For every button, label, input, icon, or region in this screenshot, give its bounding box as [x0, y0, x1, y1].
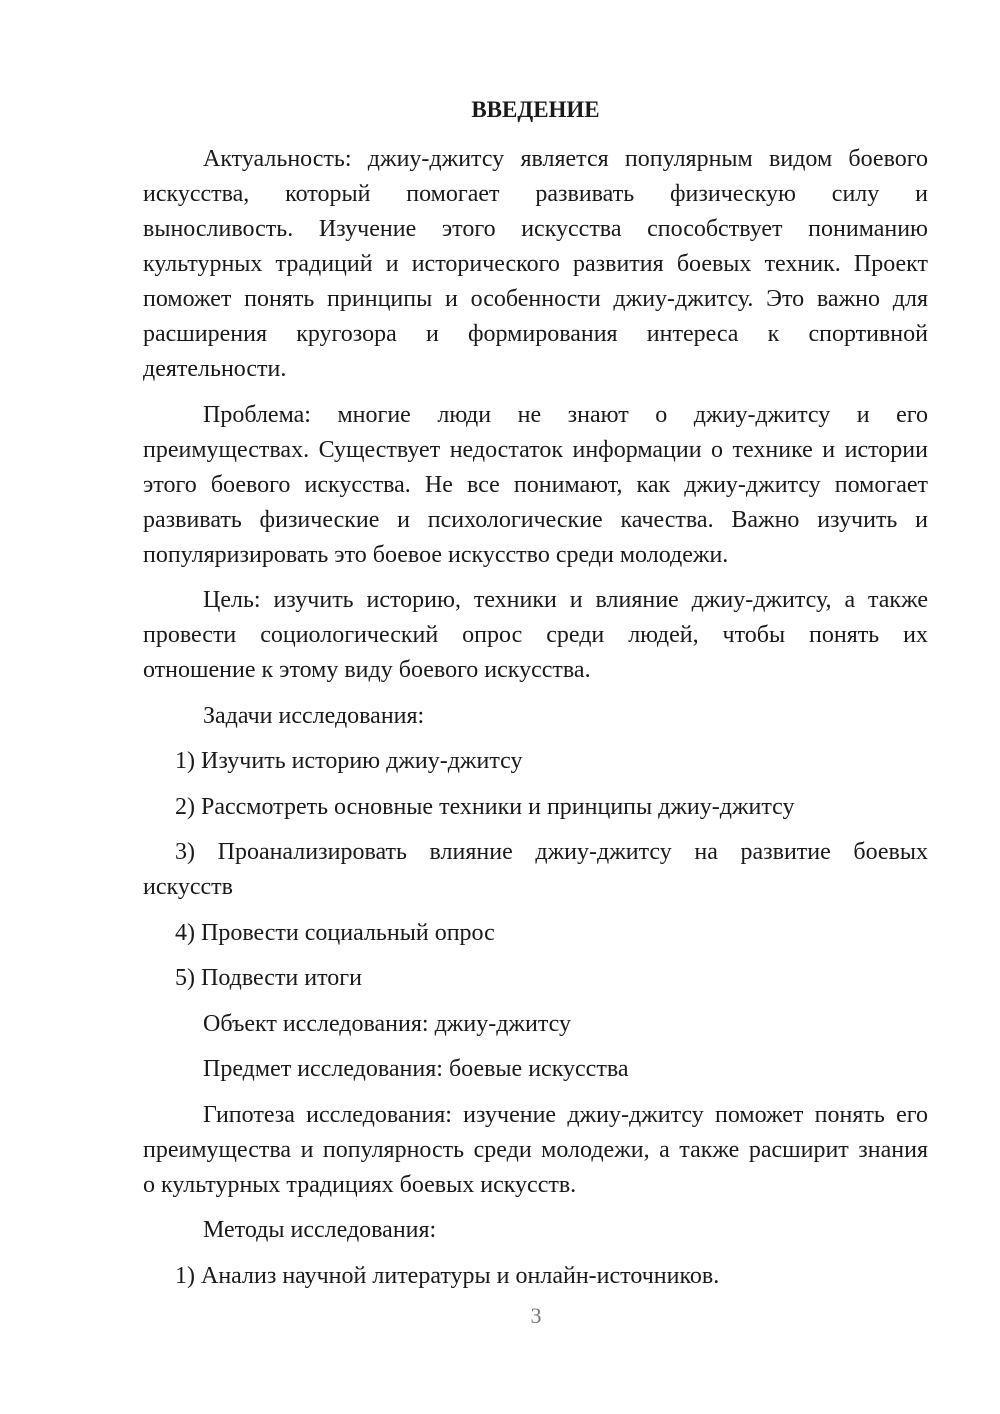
- text-line: отношение к этому виду боевого искусства.: [143, 657, 591, 683]
- list-item: [143, 835, 928, 905]
- paragraph: [143, 699, 928, 734]
- list-item: [143, 961, 928, 996]
- list-item: [143, 1259, 928, 1294]
- text-line: деятельности.: [143, 356, 287, 382]
- paragraph: [143, 1007, 928, 1042]
- list-item: [143, 916, 928, 951]
- text-line: Предмет исследования: боевые искусства: [203, 1056, 629, 1082]
- text-line: 4) Провести социальный опрос: [175, 919, 495, 946]
- text-line: поможет понять принципы и особенности джиу-джитсу. Это важно для: [143, 286, 928, 312]
- text-line: этого боевого искусства. Не все понимают, как джиу-джитсу помогает: [143, 471, 928, 498]
- text-line: 2) Рассмотреть основные техники и принципы джиу-джитсу: [175, 793, 795, 820]
- text-line: преимущества и популярность среди молодежи, а также расширит знания: [143, 1136, 928, 1163]
- text-line: культурных традиций и исторического развития боевых техник. Проект: [143, 251, 928, 277]
- list-item: [143, 790, 928, 825]
- text-line: популяризировать это боевое искусство среди молодежи.: [143, 541, 729, 568]
- text-line: искусств: [143, 874, 233, 900]
- text-line: выносливость. Изучение этого искусства способствует пониманию: [143, 216, 928, 242]
- paragraph: [143, 142, 928, 387]
- paragraph: [143, 1052, 928, 1087]
- text-line: 1) Изучить историю джиу-джитсу: [175, 748, 523, 774]
- text-line: расширения кругозора и формирования интереса к спортивной: [143, 321, 928, 347]
- page-number: 3: [530, 1303, 542, 1328]
- list-item: [143, 744, 928, 779]
- text-line: Цель: изучить историю, техники и влияние джиу-джитсу, а также: [203, 587, 928, 613]
- text-line: преимуществах. Существует недостаток информации о технике и истории: [143, 436, 928, 463]
- text-line: Проблема: многие люди не знают о джиу-джитсу и его: [203, 401, 928, 428]
- text-line: провести социологический опрос среди людей, чтобы понять их: [143, 622, 928, 648]
- paragraph: [143, 398, 928, 573]
- paragraph: [143, 1213, 928, 1248]
- text-line: Методы исследования:: [203, 1217, 437, 1243]
- text-line: Актуальность: джиу-джитсу является популярным видом боевого: [203, 146, 928, 172]
- text-line: 5) Подвести итоги: [175, 965, 362, 991]
- paragraph: [143, 583, 928, 688]
- text-line: о культурных традициях боевых искусств.: [143, 1171, 577, 1198]
- document-page: [143, 92, 928, 1304]
- text-line: Гипотеза исследования: изучение джиу-джитсу поможет понять его: [203, 1101, 928, 1128]
- text-line: Задачи исследования:: [203, 702, 425, 729]
- text-line: искусства, который помогает развивать физическую силу и: [143, 181, 928, 207]
- document-body: [143, 142, 928, 1294]
- section-title: ВВЕДЕНИЕ: [471, 97, 600, 122]
- paragraph: [143, 1098, 928, 1203]
- text-line: 3) Проанализировать влияние джиу-джитсу на развитие боевых: [175, 839, 928, 865]
- text-line: 1) Анализ научной литературы и онлайн-источников.: [175, 1262, 720, 1289]
- text-line: развивать физические и психологические качества. Важно изучить и: [143, 506, 928, 533]
- text-line: Объект исследования: джиу-джитсу: [203, 1010, 571, 1037]
